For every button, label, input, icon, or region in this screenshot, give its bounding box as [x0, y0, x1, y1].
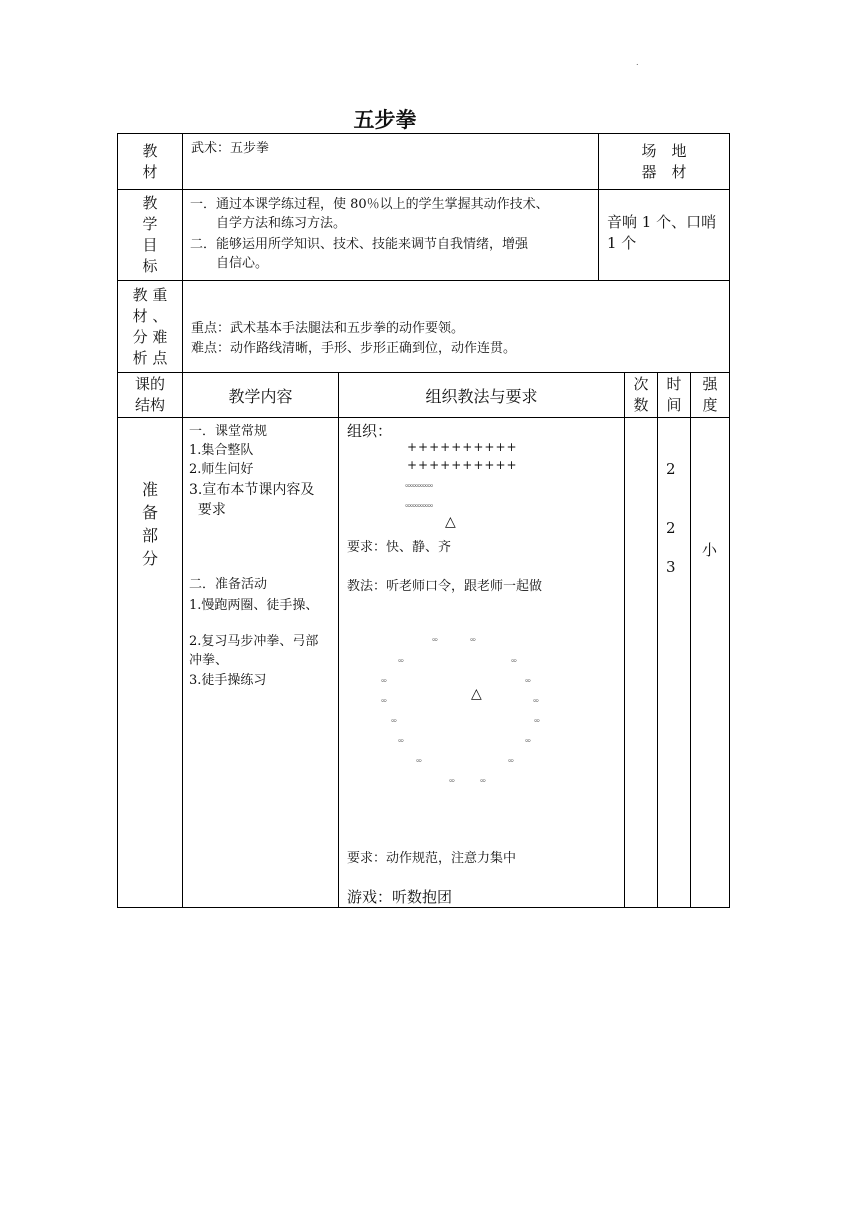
circle-dot: 。。 — [381, 694, 391, 704]
venue-value-cell — [598, 189, 730, 281]
key-point-difficult: 难点：动作路线清晰，手形、步形正确到位，动作连贯。 — [191, 341, 517, 356]
prep-item: 冲拳、 — [189, 653, 229, 668]
goals-label: 教 学 目 标 — [142, 194, 158, 275]
game: 游戏：听数抱团 — [347, 888, 453, 906]
venue-label: 场 地 器 材 — [641, 141, 687, 181]
formation-row: ++++++++++ — [407, 458, 518, 472]
duration-value: 3 — [666, 558, 676, 576]
duration-value: 2 — [666, 460, 676, 478]
goals-content-cell — [182, 189, 599, 281]
goal-line: 自信心。 — [190, 256, 269, 271]
header-method — [338, 372, 625, 418]
circle-dot: 。。 — [533, 694, 543, 704]
prep-intensity-cell — [690, 417, 730, 908]
header-times — [624, 372, 658, 418]
header-intensity-text: 强 度 — [702, 375, 718, 414]
goal-line: 一．通过本课学练过程，使 80％以上的学生掌握其动作技术、 — [190, 197, 549, 212]
circle-dot: 。。 — [449, 774, 459, 784]
goal-line: 二．能够运用所学知识、技术、技能来调节自我情绪，增强 — [190, 237, 529, 252]
header-content — [182, 372, 339, 418]
requirement-2: 要求：动作规范，注意力集中 — [347, 851, 517, 866]
circle-dot: 。。 — [534, 714, 544, 724]
circle-dot: 。。 — [525, 674, 535, 684]
venue-label-cell — [598, 133, 730, 190]
header-structure — [117, 372, 183, 418]
circle-dot: 。。 — [511, 654, 521, 664]
circle-dot: 。。 — [470, 633, 480, 643]
goal-line: 自学方法和练习方法。 — [190, 216, 347, 231]
circle-dot: 。。 — [416, 754, 426, 764]
venue-value: 音响 1 个、口哨 1 个 — [607, 213, 717, 252]
material-value-cell — [182, 133, 599, 190]
circle-formation — [339, 418, 624, 907]
material-value: 武术：五步拳 — [191, 141, 270, 156]
circle-dot: 。。 — [480, 774, 490, 784]
header-duration-text: 时 间 — [666, 375, 682, 414]
circle-dot: 。。 — [508, 754, 518, 764]
goals-label-cell — [117, 189, 183, 281]
formation-row: 。。。。。。。。。。。 — [405, 499, 438, 509]
teaching-method: 教法：听老师口令，跟老师一起做 — [347, 579, 543, 594]
prep-duration-cell — [657, 417, 691, 908]
circle-dot: 。。 — [381, 674, 391, 684]
material-label: 教 材 — [142, 141, 158, 181]
circle-dot: 。。 — [398, 654, 408, 664]
keypoints-label: 教 重 材 、 分 难 析 点 — [132, 285, 168, 367]
header-times-text: 次 数 — [633, 375, 649, 414]
corner-dot: . — [636, 58, 639, 67]
prep-content-cell — [182, 417, 339, 908]
requirement-1: 要求：快、静、齐 — [347, 540, 452, 555]
circle-dot: 。。 — [525, 734, 535, 744]
prep-item: 3.宣布本节课内容及 — [189, 482, 315, 498]
prep-part2-title: 二．准备活动 — [189, 577, 268, 592]
header-duration — [657, 372, 691, 418]
prep-section-label: 准 备 部 分 — [141, 480, 158, 568]
keypoints-label-cell — [117, 280, 183, 373]
prep-times-cell — [624, 417, 658, 908]
circle-dot: 。。 — [432, 633, 442, 643]
prep-item: 2.复习马步冲拳、弓部 — [189, 634, 319, 649]
keypoints-content-cell — [182, 280, 730, 373]
formation-row: ++++++++++ — [407, 440, 518, 454]
header-structure-text: 课的 结构 — [134, 375, 165, 414]
circle-teacher-triangle-icon: △ — [471, 686, 482, 702]
prep-method-cell — [338, 417, 625, 908]
prep-item: 3.徒手操练习 — [189, 673, 267, 688]
teacher-triangle-icon: △ — [445, 514, 456, 530]
intensity-value: 小 — [702, 541, 718, 559]
prep-item: 1.慢跑两圈、徒手操、 — [189, 598, 319, 613]
header-intensity — [690, 372, 730, 418]
circle-dot: 。。 — [398, 734, 408, 744]
circle-dot: 。。 — [391, 714, 401, 724]
key-point-important: 重点：武术基本手法腿法和五步拳的动作要领。 — [191, 321, 465, 336]
page-title: 五步拳 — [353, 108, 417, 132]
org-label: 组织： — [347, 422, 393, 440]
material-label-cell — [117, 133, 183, 190]
header-content-text: 教学内容 — [228, 386, 293, 406]
prep-item: 2.师生问好 — [189, 462, 254, 477]
prep-part1-title: 一．课堂常规 — [189, 424, 268, 439]
formation-row: 。。。。。。。。。。。 — [405, 479, 438, 489]
header-method-text: 组织教法与要求 — [425, 386, 538, 406]
duration-value: 2 — [666, 519, 676, 537]
prep-section-cell — [117, 417, 183, 908]
prep-item: 要求 — [189, 502, 226, 518]
prep-item: 1.集合整队 — [189, 443, 254, 458]
